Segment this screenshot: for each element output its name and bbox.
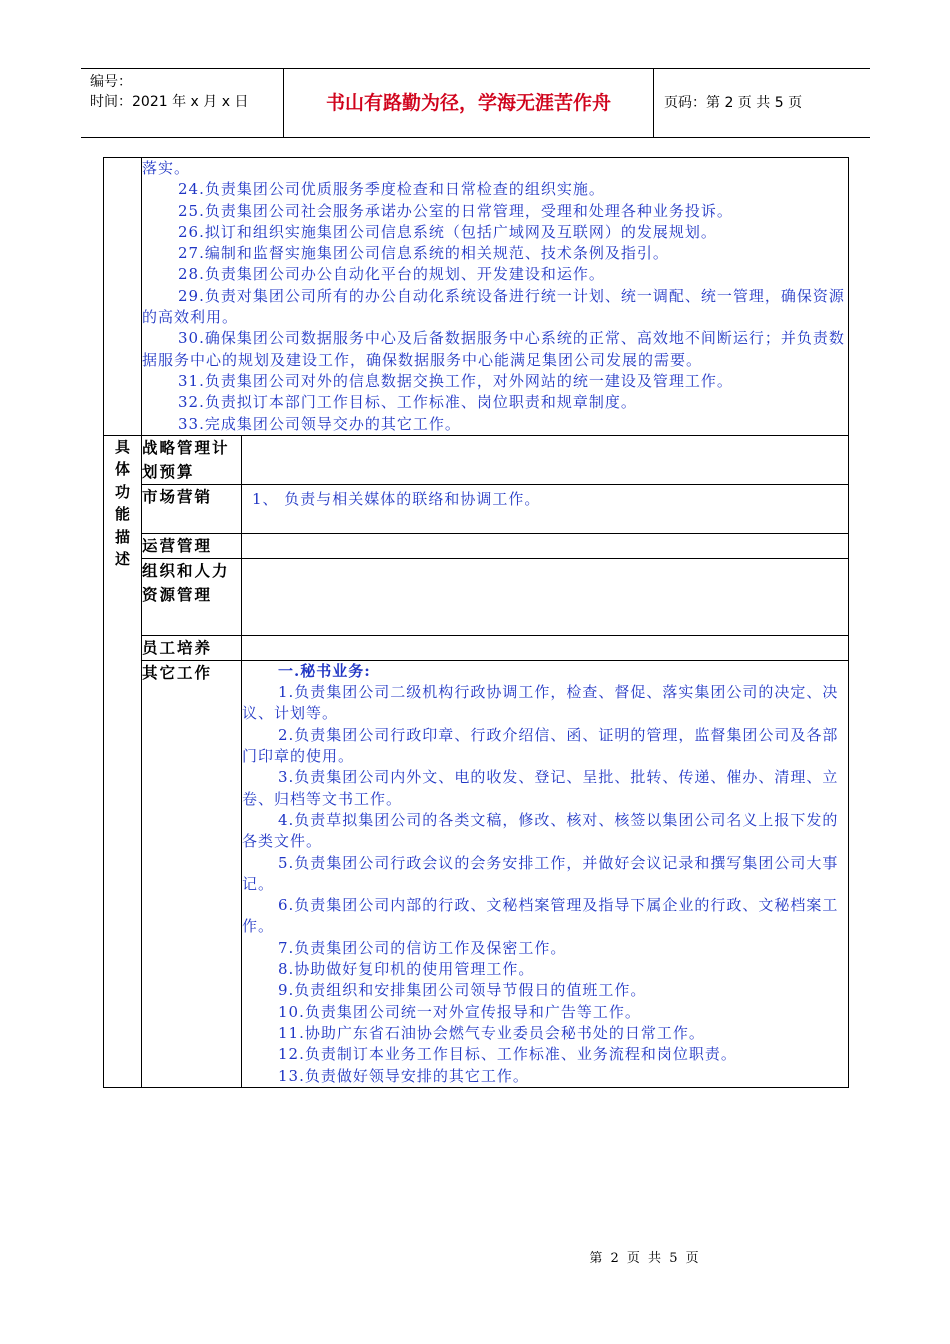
- table-row-continuation: [104, 158, 849, 436]
- header-page-label: 页码：第 2 页 共 5 页: [664, 95, 803, 111]
- duty-line: 28.负责集团公司办公自动化平台的规划、开发建设和运作。: [178, 265, 605, 284]
- duty-line: 32.负责拟订本部门工作目标、工作标准、岗位职责和规章制度。: [178, 393, 637, 412]
- blank-cell: [104, 158, 142, 436]
- secretary-item: 9.负责组织和安排集团公司领导节假日的值班工作。: [278, 981, 647, 1000]
- secretary-item: 5.负责集团公司行政会议的会务安排工作，并做好会议记录和撰写集团公司大事记。: [242, 853, 839, 893]
- secretary-item: 11.协助广东省石油协会燃气专业委员会秘书处的日常工作。: [278, 1023, 705, 1042]
- secretary-item: 3.负责集团公司内外文、电的收发、登记、呈批、批转、传递、催办、清理、立卷、归档等文书工作。: [242, 768, 839, 808]
- secretary-item: 4.负责草拟集团公司的各类文稿，修改、核对、核签以集团公司名义上报下发的各类文件。: [242, 810, 839, 851]
- section-label: [104, 436, 141, 571]
- table-row-training: [104, 635, 849, 660]
- duty-line: 29.负责对集团公司所有的办公自动化系统设备进行统一计划、统一调配、统一管理，确保资源的高效利用。: [142, 286, 845, 327]
- row-content-strategy: [242, 435, 849, 484]
- section-label-char: 描: [114, 527, 130, 546]
- row-content-other: [242, 660, 849, 1087]
- row-label-strategy: 战略管理计划预算: [142, 435, 242, 484]
- duty-line: 30.确保集团公司数据服务中心及后备数据服务中心系统的正常、高效地不间断运行；并负责数据服务中心的规划及建设工作，确保数据服务中心能满足集团公司发展的需要。: [142, 329, 845, 369]
- duty-line: 26.拟订和组织实施集团公司信息系统（包括广域网及互联网）的发展规划。: [178, 222, 717, 241]
- row-content-training: [242, 635, 849, 660]
- table-row-hr: [104, 558, 849, 635]
- row-content-hr: [242, 558, 849, 635]
- number-label: 编号：: [90, 74, 132, 90]
- row-label-marketing: 市场营销: [142, 484, 242, 533]
- row-label-training: 员工培养: [142, 635, 242, 660]
- section-label-char: 功: [114, 482, 130, 501]
- row-content-operations: [242, 533, 849, 558]
- table-row-strategy: [104, 435, 849, 484]
- secretary-item: 2.负责集团公司行政印章、行政介绍信、函、证明的管理，监督集团公司及各部门印章的使用。: [242, 725, 839, 766]
- duty-list-cell: [142, 158, 849, 436]
- page-header: [81, 68, 870, 138]
- duty-line: 33.完成集团公司领导交办的其它工作。: [178, 414, 461, 433]
- row-content-marketing: 1、 负责与相关媒体的联络和协调工作。: [242, 484, 849, 533]
- secretary-item: 12.负责制订本业务工作目标、工作标准、业务流程和岗位职责。: [278, 1045, 737, 1064]
- duty-line: 31.负责集团公司对外的信息数据交换工作，对外网站的统一建设及管理工作。: [178, 371, 733, 390]
- function-table: [103, 157, 849, 1088]
- row-label-operations: 运营管理: [142, 533, 242, 558]
- row-label-other: 其它工作: [142, 660, 242, 1087]
- duty-line: 25.负责集团公司社会服务承诺办公室的日常管理，受理和处理各种业务投诉。: [178, 201, 733, 220]
- table-row-other: [104, 660, 849, 1087]
- secretary-item: 1.负责集团公司二级机构行政协调工作，检查、督促、落实集团公司的决定、决议、计划等。: [242, 683, 839, 723]
- duty-line: 落实。: [142, 159, 191, 177]
- row-label-hr: 组织和人力资源管理: [142, 558, 242, 635]
- section-label-vertical: [104, 435, 142, 1087]
- duty-line: 27.编制和监督实施集团公司信息系统的相关规范、技术条例及指引。: [178, 244, 669, 263]
- time-label: 时间：2021 年 x 月 x 日: [90, 94, 249, 110]
- secretary-heading: 一.秘书业务:: [278, 661, 371, 680]
- duty-line: 24.负责集团公司优质服务季度检查和日常检查的组织实施。: [178, 180, 605, 199]
- secretary-item: 13.负责做好领导安排的其它工作。: [278, 1066, 529, 1085]
- page-footer: 第 2 页 共 5 页: [589, 1251, 701, 1266]
- header-motto: 书山有路勤为径，学海无涯苦作舟: [284, 69, 654, 137]
- section-label-char: 述: [114, 550, 130, 569]
- secretary-item: 6.负责集团公司内部的行政、文秘档案管理及指导下属企业的行政、文秘档案工作。: [242, 896, 839, 936]
- header-meta: [81, 69, 284, 137]
- table-row-operations: [104, 533, 849, 558]
- table-row-marketing: [104, 484, 849, 533]
- secretary-item: 10.负责集团公司统一对外宣传报导和广告等工作。: [278, 1002, 641, 1021]
- section-label-char: 体: [114, 460, 130, 479]
- section-label-char: 能: [114, 505, 130, 524]
- secretary-item: 7.负责集团公司的信访工作及保密工作。: [278, 938, 567, 957]
- section-label-char: 具: [114, 437, 130, 456]
- secretary-item: 8.协助做好复印机的使用管理工作。: [278, 960, 535, 979]
